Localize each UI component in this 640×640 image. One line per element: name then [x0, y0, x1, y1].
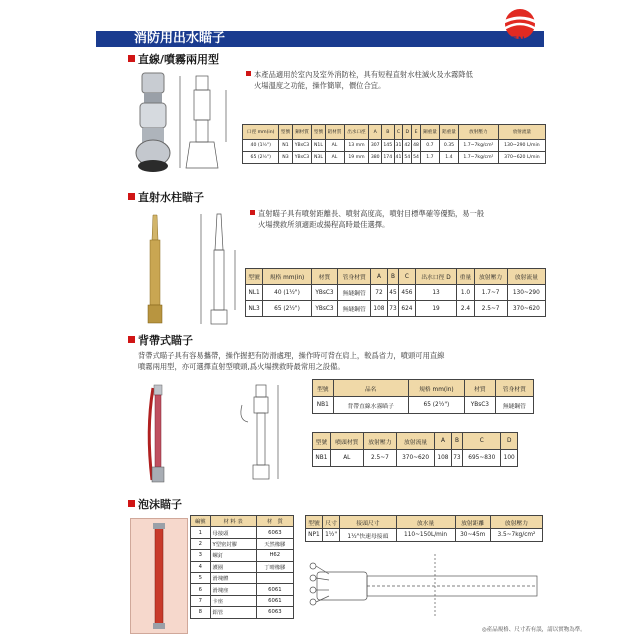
table-cell: 65 (2½")	[408, 397, 464, 414]
table-row	[313, 450, 518, 467]
table-header-cell: 型號	[312, 125, 325, 140]
section3-description	[138, 350, 548, 372]
table-cell: 護圈	[210, 561, 256, 572]
table-cell: 456	[399, 285, 416, 301]
table-cell: YBsC3	[311, 285, 337, 301]
table-cell: 624	[399, 301, 416, 317]
table-cell: NL1	[246, 285, 263, 301]
table-cell: YBsC3	[292, 152, 312, 164]
table-cell: 41	[394, 152, 403, 164]
bullet-square-icon	[246, 71, 251, 76]
foam-nozzle-drawing	[305, 552, 545, 622]
spec-table-dual	[242, 124, 546, 164]
section1-description	[246, 69, 546, 91]
table-cell: 母接頭	[210, 527, 256, 538]
parts-table	[190, 515, 294, 619]
table-cell: 54	[403, 152, 412, 164]
table-cell: 0.35	[439, 140, 458, 152]
table-header-cell: 型號	[313, 433, 331, 450]
table-cell: 8	[191, 607, 211, 618]
table-header-cell: 型號	[306, 516, 323, 529]
table-cell: YBsC3	[292, 140, 312, 152]
table-cell: 7	[191, 595, 211, 606]
foam-nozzle-photo	[130, 518, 188, 634]
table-header-row	[313, 433, 518, 450]
section-title-text: 直射水柱瞄子	[138, 191, 204, 204]
section-title-text: 背帶式瞄子	[138, 334, 193, 347]
table-cell: YBsC3	[465, 397, 496, 414]
table-cell: 3	[191, 550, 211, 561]
table-cell: NB1	[313, 397, 334, 414]
table-cell: 370~620	[507, 301, 545, 317]
spec-table-strap-b	[312, 432, 518, 467]
table-header-cell: 放射流量	[498, 125, 545, 140]
page-title: 消防用出水瞄子	[134, 31, 226, 46]
table-cell: 145	[381, 140, 394, 152]
table-header-cell: 放射流量	[396, 433, 434, 450]
table-cell: 65 (2½")	[243, 152, 279, 164]
table-header-cell: A	[369, 125, 382, 140]
bullet-square-icon	[250, 210, 255, 215]
table-cell: 73	[387, 301, 398, 317]
table-header-cell: B	[387, 269, 398, 285]
table-header-row	[191, 516, 294, 527]
table-cell: 130~290 L/min	[498, 140, 545, 152]
table-cell: 1.0	[457, 285, 474, 301]
table-cell: AL	[325, 152, 344, 164]
section-title-strap	[128, 335, 193, 347]
table-header-cell: A	[435, 433, 452, 450]
section-title-dual	[128, 54, 219, 66]
table-cell: 3.5~7kg/cm²	[490, 529, 542, 542]
table-cell: 0.7	[420, 140, 439, 152]
table-header-cell: 銅重量	[420, 125, 439, 140]
section-title-foam	[128, 499, 182, 511]
table-cell: 1.7~7kg/cm²	[458, 152, 498, 164]
table-row	[191, 561, 294, 572]
table-cell: 130~290	[507, 285, 545, 301]
table-cell: 40 (1½")	[263, 285, 312, 301]
table-row	[191, 527, 294, 538]
table-cell: 天然橡膠	[256, 538, 293, 549]
table-header-cell: B	[381, 125, 394, 140]
bullet-square-icon	[128, 336, 135, 343]
table-cell: 背帶直線水霧瞄子	[333, 397, 408, 414]
table-cell: 54	[412, 152, 421, 164]
table-cell: 6061	[256, 584, 293, 595]
bullet-square-icon	[128, 500, 135, 507]
table-cell	[256, 572, 293, 583]
section-title-text: 直線/噴霧兩用型	[138, 53, 220, 66]
table-header-cell: 品名	[333, 380, 408, 397]
table-header-cell: D	[403, 125, 412, 140]
table-header-cell: 材 質	[256, 516, 293, 527]
table-header-cell: 噴頭材質	[330, 433, 363, 450]
description-line: 背帶式瞄子具有容易攜帶，操作握把有防滑處理，操作時可背在肩上，較爲省力，噴頭可用直線	[138, 351, 445, 360]
table-cell: H62	[256, 550, 293, 561]
table-cell: 174	[381, 152, 394, 164]
straight-nozzle-photo	[135, 210, 245, 330]
table-cell: 19	[415, 301, 457, 317]
spec-table-foam	[305, 515, 543, 542]
description-line: 本產品適用於室內及室外消防栓，具有短程直射水柱滅火及水霧降低	[254, 70, 473, 79]
table-cell: 370~620	[396, 450, 434, 467]
table-cell: 丁晴橡膠	[256, 561, 293, 572]
table-header-cell: D	[501, 433, 518, 450]
table-row	[306, 529, 543, 542]
table-header-cell: 放射壓力	[490, 516, 542, 529]
table-header-cell: 尺寸	[322, 516, 339, 529]
table-header-cell: 放射壓力	[458, 125, 498, 140]
description-line: 火場撲救所須適距或揚程高時最佳選擇。	[258, 220, 390, 229]
table-cell: 5	[191, 572, 211, 583]
table-cell: 30~45m	[455, 529, 490, 542]
table-row	[246, 285, 546, 301]
table-cell: 19 mm	[344, 152, 369, 164]
table-cell: 72	[371, 285, 388, 301]
table-cell: 2.5~7	[363, 450, 396, 467]
table-header-cell: A	[371, 269, 388, 285]
table-header-cell: B	[451, 433, 462, 450]
table-cell: 380	[369, 152, 382, 164]
table-cell: 1½"快速母接頭	[340, 529, 396, 542]
table-row	[191, 538, 294, 549]
table-cell: 6	[191, 584, 211, 595]
table-header-cell: 材 料 表	[210, 516, 256, 527]
bullet-square-icon	[128, 193, 135, 200]
strap-nozzle-photo	[138, 380, 298, 490]
table-header-cell: 規格 mm(in)	[408, 380, 464, 397]
section2-description	[250, 208, 546, 230]
table-cell: AL	[330, 450, 363, 467]
table-cell: 13	[415, 285, 457, 301]
table-header-cell: 材質	[311, 269, 337, 285]
table-row	[191, 595, 294, 606]
table-cell: 鋁管	[210, 607, 256, 618]
table-cell: NP1	[306, 529, 323, 542]
table-header-cell: C	[463, 433, 501, 450]
table-header-cell: 編號	[191, 516, 211, 527]
table-header-cell: 放水量	[396, 516, 455, 529]
table-cell: 65 (2½")	[263, 301, 312, 317]
table-header-cell: 材質	[465, 380, 496, 397]
spec-table-straight	[245, 268, 546, 317]
table-cell: 13 mm	[344, 140, 369, 152]
table-header-cell: 放射距離	[455, 516, 490, 529]
table-cell: 1.7~7	[474, 285, 507, 301]
table-cell: N3	[279, 152, 292, 164]
table-row	[191, 584, 294, 595]
table-header-cell: 出水口徑	[344, 125, 369, 140]
description-line: 火場溫度之功能，操作簡單，價位合宜。	[254, 81, 386, 90]
table-header-row	[306, 516, 543, 529]
table-cell: N1L	[312, 140, 325, 152]
table-cell: N1	[279, 140, 292, 152]
table-cell: 螺釘	[210, 550, 256, 561]
table-header-cell: 出水口徑 D	[415, 269, 457, 285]
table-header-cell: 銅材質	[292, 125, 312, 140]
table-header-cell: 管身材質	[338, 269, 371, 285]
table-cell: N3L	[312, 152, 325, 164]
table-cell: 1	[191, 527, 211, 538]
table-header-cell: C	[399, 269, 416, 285]
table-cell: 1.7~7kg/cm²	[458, 140, 498, 152]
table-row	[246, 301, 546, 317]
table-cell: 滑塊體	[210, 572, 256, 583]
table-header-cell: E	[412, 125, 421, 140]
table-header-cell: 管身材質	[495, 380, 533, 397]
description-line: 噴霧兩用型，亦可選擇直射型噴頭,爲火場撲救時最常用之設備。	[138, 362, 345, 371]
brand-logo-icon	[488, 6, 552, 52]
table-cell: 40 (1½")	[243, 140, 279, 152]
table-cell: 2.5~7	[474, 301, 507, 317]
table-header-cell: 放射壓力	[474, 269, 507, 285]
table-cell: 6063	[256, 607, 293, 618]
table-cell: Y型密封膠	[210, 538, 256, 549]
section-title-straight	[128, 192, 204, 204]
table-cell: AL	[325, 140, 344, 152]
table-cell: 307	[369, 140, 382, 152]
table-cell: 滑塊座	[210, 584, 256, 595]
table-header-cell: 型號	[246, 269, 263, 285]
section-title-text: 泡沫瞄子	[138, 498, 182, 511]
table-header-cell: 鋁材質	[325, 125, 344, 140]
table-header-row	[313, 380, 534, 397]
table-cell: 73	[451, 450, 462, 467]
table-cell: 無縫鋼管	[338, 285, 371, 301]
table-header-cell: 重量	[457, 269, 474, 285]
table-header-cell: 口徑 mm(in)	[243, 125, 279, 140]
table-row	[191, 607, 294, 618]
brand-name: ANEN	[496, 35, 526, 45]
table-cell: 110~150L/min	[396, 529, 455, 542]
table-header-row	[246, 269, 546, 285]
table-cell: 108	[371, 301, 388, 317]
spec-table-strap-a	[312, 379, 534, 414]
table-cell: 100	[501, 450, 518, 467]
table-cell: 6063	[256, 527, 293, 538]
table-cell: 31	[394, 140, 403, 152]
table-header-cell: 鋁重量	[439, 125, 458, 140]
brand-logo	[488, 6, 552, 52]
foam-nozzle-image	[131, 519, 187, 633]
bullet-square-icon	[128, 55, 135, 62]
table-header-cell: C	[394, 125, 403, 140]
table-cell: NL3	[246, 301, 263, 317]
table-row	[243, 152, 546, 164]
table-cell: 1.4	[439, 152, 458, 164]
table-row	[191, 550, 294, 561]
table-header-row	[243, 125, 546, 140]
table-header-cell: 放射流量	[507, 269, 545, 285]
description-line: 直射瞄子具有噴射距離長、噴射高度高，噴射目標準確等優點，易一般	[258, 209, 485, 218]
table-cell: YBsC3	[311, 301, 337, 317]
dual-nozzle-photo	[130, 68, 240, 183]
table-cell: 695~830	[463, 450, 501, 467]
table-cell: 45	[387, 285, 398, 301]
table-cell: 1½"	[322, 529, 339, 542]
footer-note: ◎產品規格、尺寸若有誤，請以實物為準。	[482, 627, 586, 633]
table-cell: 370~620 L/min	[498, 152, 545, 164]
table-cell: 42	[403, 140, 412, 152]
table-header-cell: 規格 mm(in)	[263, 269, 312, 285]
table-cell: 2.4	[457, 301, 474, 317]
table-row	[243, 140, 546, 152]
table-header-cell: 接頭尺寸	[340, 516, 396, 529]
table-cell: 4	[191, 561, 211, 572]
table-row	[191, 572, 294, 583]
table-cell: 1.7	[420, 152, 439, 164]
table-cell: NB1	[313, 450, 331, 467]
table-header-cell: 放射壓力	[363, 433, 396, 450]
table-cell: 108	[435, 450, 452, 467]
table-cell: 卡座	[210, 595, 256, 606]
table-header-cell: 型號	[279, 125, 292, 140]
table-row	[313, 397, 534, 414]
table-cell: 無縫鋼管	[495, 397, 533, 414]
table-header-cell: 型號	[313, 380, 334, 397]
table-cell: 6061	[256, 595, 293, 606]
table-cell: 48	[412, 140, 421, 152]
table-cell: 無縫鋼管	[338, 301, 371, 317]
table-cell: 2	[191, 538, 211, 549]
